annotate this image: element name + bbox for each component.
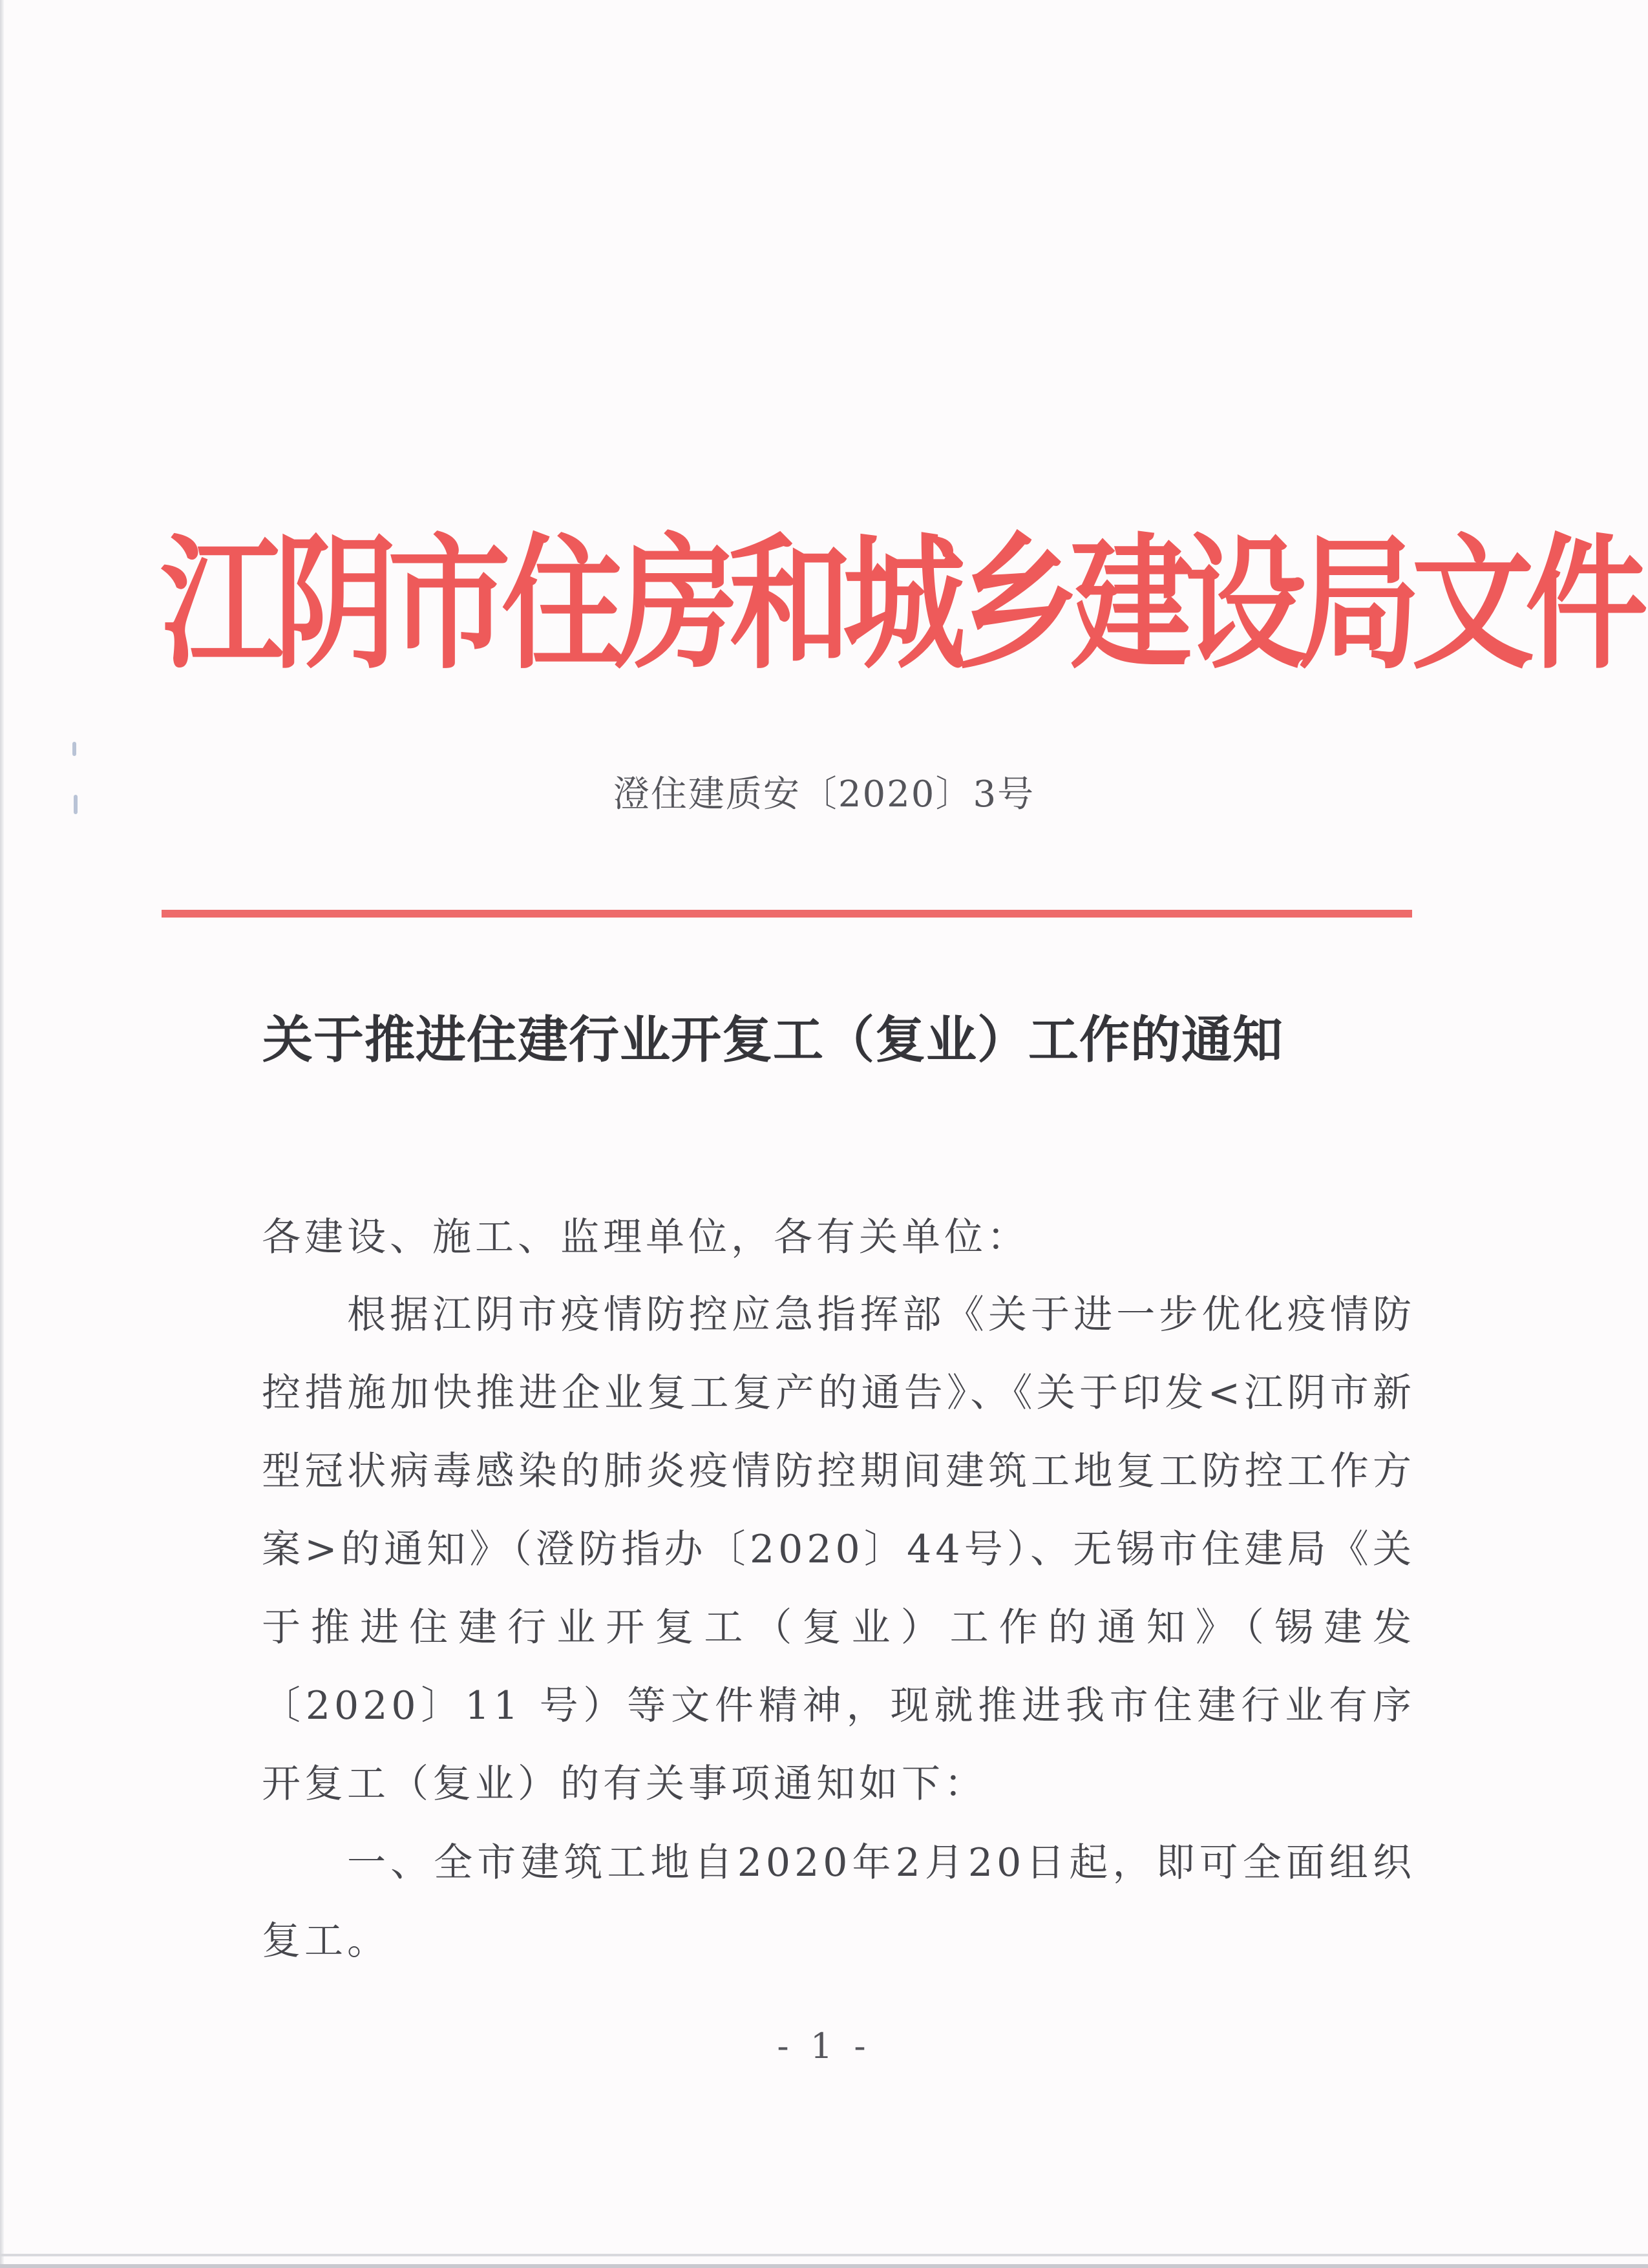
document-header-title: 江阴市住房和城乡建设局文件 bbox=[160, 518, 1640, 689]
scan-speck bbox=[72, 742, 76, 756]
notice-salutation: 各建设、施工、监理单位，各有关单位： bbox=[262, 1215, 1030, 1260]
page-left-edge bbox=[0, 0, 4, 2268]
page-number: - 1 - bbox=[777, 2026, 871, 2066]
document-number: 澄住建质安〔2020〕3号 bbox=[613, 773, 1035, 815]
header-red-rule bbox=[162, 910, 1412, 918]
notice-paragraph-1: 根据江阴市疫情防控应急指挥部《关于进一步优化疫情防控措施加快推进企业复工复产的通告》、《关于印发<江阴市新型冠状病毒感染的肺炎疫情防控期间建筑工地复工防控工作方案>的通知》（澄防指办〔2020〕44号）、无锡市住建局《关于推进住建行业开复工（复业）工作的通知》（锡建发〔2020〕11 号）等文件精神，现就推进我市住建行业有序开复工（复业）的有关事项通知如下： bbox=[262, 1292, 1415, 1807]
page-bottom-edge bbox=[0, 2254, 1648, 2256]
page-bottom-border bbox=[0, 2264, 1648, 2268]
notice-paragraph-2: 一、全市建筑工地自2020年2月20日起，即可全面组织复工。 bbox=[262, 1840, 1415, 1964]
notice-title: 关于推进住建行业开复工（复业）工作的通知 bbox=[262, 1011, 1284, 1069]
